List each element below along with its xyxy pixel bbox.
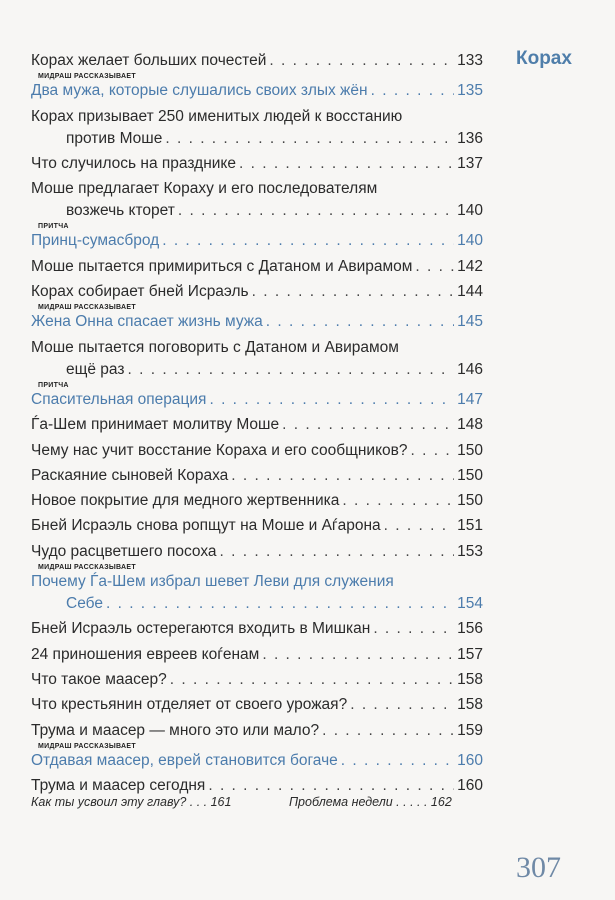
footer-problem-link[interactable]: Проблема недели . . . . . 162 xyxy=(289,795,452,809)
dot-leader xyxy=(350,694,454,716)
dot-leader xyxy=(262,644,454,666)
toc-entry[interactable] xyxy=(31,465,483,487)
entry-title: Себе xyxy=(66,595,103,613)
entry-title: 24 приношения евреев коѓенам xyxy=(31,645,260,663)
dot-leader xyxy=(371,80,455,102)
dot-leader xyxy=(342,490,454,512)
dot-leader xyxy=(239,153,454,175)
entry-title: Бней Исраэль снова ропщут на Моше и Аѓарона xyxy=(31,517,381,535)
entry-tag: МИДРАШ РАССКАЗЫВАЕТ xyxy=(38,742,136,750)
entry-page-number: 151 xyxy=(457,517,483,535)
entry-page-number: 142 xyxy=(457,257,483,275)
page-number: 307 xyxy=(516,851,561,884)
toc-entry[interactable] xyxy=(31,618,483,640)
toc-entry[interactable] xyxy=(31,414,483,436)
toc-entry[interactable] xyxy=(31,644,483,666)
entry-tag: ПРИТЧА xyxy=(38,381,69,389)
entry-title: Чему нас учит восстание Кораха и его сообщников? xyxy=(31,441,408,459)
entry-title-line: Почему Ѓа-Шем избрал шевет Леви для служения xyxy=(31,573,394,591)
dot-leader xyxy=(162,230,454,252)
dot-leader xyxy=(341,750,454,772)
entry-title: Корах желает больших почестей xyxy=(31,52,267,69)
toc-entry[interactable] xyxy=(31,669,483,691)
entry-title: Корах собирает бней Исраэль xyxy=(31,283,249,301)
entry-title: Моше пытается примириться с Датаном и Авирамом xyxy=(31,257,413,275)
toc-entry[interactable] xyxy=(31,106,483,150)
toc-entry[interactable] xyxy=(31,337,483,381)
entry-page-number: 158 xyxy=(457,670,483,688)
toc-entry[interactable] xyxy=(31,440,483,462)
entry-page-number: 133 xyxy=(457,52,483,69)
toc-entry[interactable] xyxy=(31,515,483,537)
entry-tag: ПРИТЧА xyxy=(38,223,69,231)
dot-leader xyxy=(178,200,454,222)
toc-entry[interactable] xyxy=(31,73,483,102)
toc-entry[interactable] xyxy=(31,256,483,278)
entry-title: Отдавая маасер, еврей становится богаче xyxy=(31,751,338,769)
chapter-side-title: Корах xyxy=(516,48,572,69)
toc-entry[interactable] xyxy=(31,720,483,742)
entry-title: возжечь кторет xyxy=(66,202,175,220)
dot-leader xyxy=(322,720,454,742)
entry-page-number: 148 xyxy=(457,416,483,434)
entry-page-number: 137 xyxy=(457,154,483,172)
dot-leader xyxy=(269,50,454,72)
entry-page-number: 160 xyxy=(457,751,483,769)
dot-leader xyxy=(373,618,454,640)
toc-entry[interactable] xyxy=(31,694,483,716)
entry-page-number: 144 xyxy=(457,283,483,301)
entry-page-number: 156 xyxy=(457,620,483,638)
entry-page-number: 150 xyxy=(457,492,483,510)
dot-leader xyxy=(266,311,454,333)
dot-leader xyxy=(170,669,454,691)
entry-title: Трума и маасер — много это или мало? xyxy=(31,721,320,739)
entry-title: Жена Онна спасает жизнь мужа xyxy=(31,313,263,331)
entry-page-number: 136 xyxy=(457,129,483,147)
entry-title-line: Моше пытается поговорить с Датаном и Авирамом xyxy=(31,338,399,356)
entry-page-number: 159 xyxy=(457,721,483,739)
entry-tag: МИДРАШ РАССКАЗЫВАЕТ xyxy=(38,304,136,312)
dot-leader xyxy=(220,541,455,563)
entry-title: Что случилось на празднике xyxy=(31,154,236,172)
dot-leader xyxy=(209,389,454,411)
toc-entry[interactable] xyxy=(31,50,483,72)
toc-entry[interactable] xyxy=(31,153,483,175)
toc-entry[interactable] xyxy=(31,490,483,512)
dot-leader xyxy=(282,414,454,436)
entry-page-number: 160 xyxy=(457,777,483,795)
entry-title: Ѓа-Шем принимает молитву Моше xyxy=(31,416,280,434)
entry-page-number: 135 xyxy=(457,82,483,100)
dot-leader xyxy=(165,128,454,150)
dot-leader xyxy=(106,593,454,615)
dot-leader xyxy=(384,515,454,537)
toc-entry[interactable] xyxy=(31,223,483,252)
toc-entry[interactable] xyxy=(31,178,483,222)
entry-page-number: 153 xyxy=(457,542,483,560)
entry-title: Новое покрытие для медного жертвенника xyxy=(31,492,340,510)
entry-tag: МИДРАШ РАССКАЗЫВАЕТ xyxy=(38,564,136,572)
toc-entry[interactable] xyxy=(31,564,483,615)
dot-leader xyxy=(252,281,455,303)
toc-entry[interactable] xyxy=(31,541,483,563)
entry-title: Спасительная операция xyxy=(31,390,207,408)
entry-title-line: Моше предлагает Кораху и его последователям xyxy=(31,180,378,198)
toc-entry[interactable] xyxy=(31,743,483,772)
entry-page-number: 147 xyxy=(457,390,483,408)
entry-tag: МИДРАШ РАССКАЗЫВАЕТ xyxy=(38,73,136,81)
entry-title: ещё раз xyxy=(66,360,125,378)
entry-title: Что такое маасер? xyxy=(31,670,167,688)
entry-title: Принц-сумасброд xyxy=(31,232,160,250)
dot-leader xyxy=(127,359,454,381)
entry-title: Два мужа, которые слушались своих злых жён xyxy=(31,82,368,100)
entry-page-number: 145 xyxy=(457,313,483,331)
entry-page-number: 157 xyxy=(457,645,483,663)
entry-page-number: 158 xyxy=(457,696,483,714)
dot-leader xyxy=(231,465,454,487)
entry-title: Бней Исраэль остерегаются входить в Мишкан xyxy=(31,620,371,638)
entry-title: Чудо расцветшего посоха xyxy=(31,542,217,560)
toc-entry[interactable] xyxy=(31,281,483,303)
toc-entry[interactable] xyxy=(31,382,483,411)
entry-title-line: Корах призывает 250 именитых людей к восстанию xyxy=(31,107,403,125)
entry-page-number: 150 xyxy=(457,441,483,459)
table-of-contents xyxy=(31,50,483,800)
footer-review-link[interactable]: Как ты усвоил эту главу? . . . 161 xyxy=(31,795,232,809)
entry-title: Раскаяние сыновей Кораха xyxy=(31,466,229,484)
toc-entry[interactable] xyxy=(31,304,483,333)
dot-leader xyxy=(415,256,454,278)
dot-leader xyxy=(411,440,455,462)
entry-page-number: 154 xyxy=(457,595,483,613)
entry-page-number: 140 xyxy=(457,232,483,250)
entry-title: против Моше xyxy=(66,129,163,147)
entry-page-number: 150 xyxy=(457,466,483,484)
entry-page-number: 146 xyxy=(457,360,483,378)
entry-title: Трума и маасер сегодня xyxy=(31,777,206,795)
entry-title: Что крестьянин отделяет от своего урожая? xyxy=(31,696,348,714)
entry-page-number: 140 xyxy=(457,202,483,220)
